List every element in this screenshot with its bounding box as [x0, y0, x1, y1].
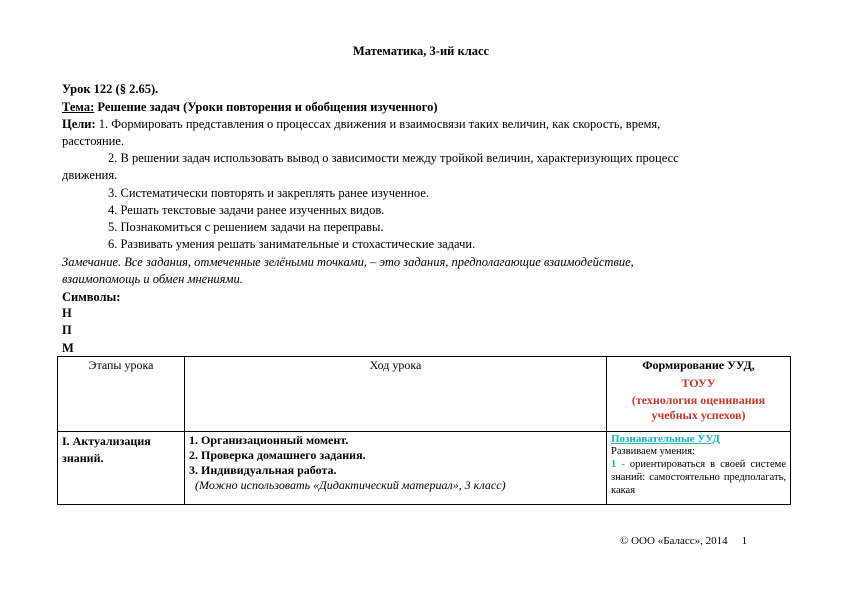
table-header-row — [58, 357, 791, 432]
uud-title: Познавательные УУД — [611, 433, 720, 445]
course-item-2: 2. Проверка домашнего задания. — [189, 448, 366, 462]
header-course: Ход урока — [185, 357, 607, 432]
page-number: 1 — [741, 535, 748, 547]
lesson-number: Урок 122 (§ 2.65). — [62, 82, 159, 96]
goal-2-line-a: 2. В решении задач использовать вывод о зависимости между тройкой величин, характеризующих процесс — [108, 151, 679, 165]
topic-text: Решение задач (Уроки повторения и обобщения изученного) — [94, 100, 438, 114]
course-item-1: 1. Организационный момент. — [189, 433, 349, 447]
note-line-b: взаимопомощь и обмен мнениями. — [62, 272, 243, 286]
lesson-topic — [62, 100, 438, 115]
page-title: Математика, 3-ий класс — [352, 44, 490, 58]
goal-5: 5. Познакомиться с решением задачи на переправы. — [108, 220, 384, 234]
course-item-3: 3. Индивидуальная работа. — [189, 463, 337, 477]
header-stages: Этапы урока — [58, 357, 185, 432]
header-touu-desc: (технология оценивания учебных успехов) — [631, 393, 766, 422]
footer — [620, 535, 747, 547]
topic-label: Тема: — [62, 100, 95, 114]
goal-3: 3. Систематически повторять и закреплять ранее изученное. — [108, 186, 429, 200]
goal-1-line-a — [62, 117, 660, 132]
note-line-a: Замечание. Все задания, отмеченные зелёными точками, – это задания, предполагающие взаимодействие, — [62, 255, 634, 269]
footer-copyright: © ООО «Баласс», 2014 — [620, 535, 728, 547]
header-touu: ТОУУ — [681, 376, 716, 390]
goals-label: Цели: — [62, 117, 96, 131]
uud-intro: Развиваем умения: — [611, 446, 696, 457]
uud-text — [611, 458, 786, 497]
course-note: (Можно использовать «Дидактический материал», 3 класс) — [195, 478, 506, 492]
goal-4: 4. Решать текстовые задачи ранее изученных видов. — [108, 203, 385, 217]
goal-6: 6. Развивать умения решать занимательные и стохастические задачи. — [108, 237, 476, 251]
symbols-label: Символы: — [62, 290, 121, 304]
uud-num: 1 - — [611, 459, 625, 470]
table-row — [58, 432, 791, 505]
header-uud — [607, 357, 791, 432]
uud-body: ориентироваться в своей системе знаний: самостоятельно предполагать, какая — [611, 459, 786, 496]
uud-cell — [607, 432, 791, 505]
lesson-table — [57, 356, 791, 505]
goal-2-line-b: движения. — [62, 168, 118, 182]
course-cell — [185, 432, 607, 505]
symbol-m: М — [62, 341, 74, 355]
symbol-n: Н — [62, 306, 72, 320]
stage-label: I. Актуализация знаний. — [62, 434, 151, 465]
goal-1a: 1. Формировать представления о процессах движения и взаимосвязи таких величин, как скорость, время, — [95, 117, 661, 131]
stage-cell — [58, 432, 185, 505]
goal-1-line-b: расстояние. — [62, 134, 125, 148]
header-uud-title: Формирование УУД, — [642, 358, 755, 372]
symbol-p: П — [62, 323, 72, 337]
